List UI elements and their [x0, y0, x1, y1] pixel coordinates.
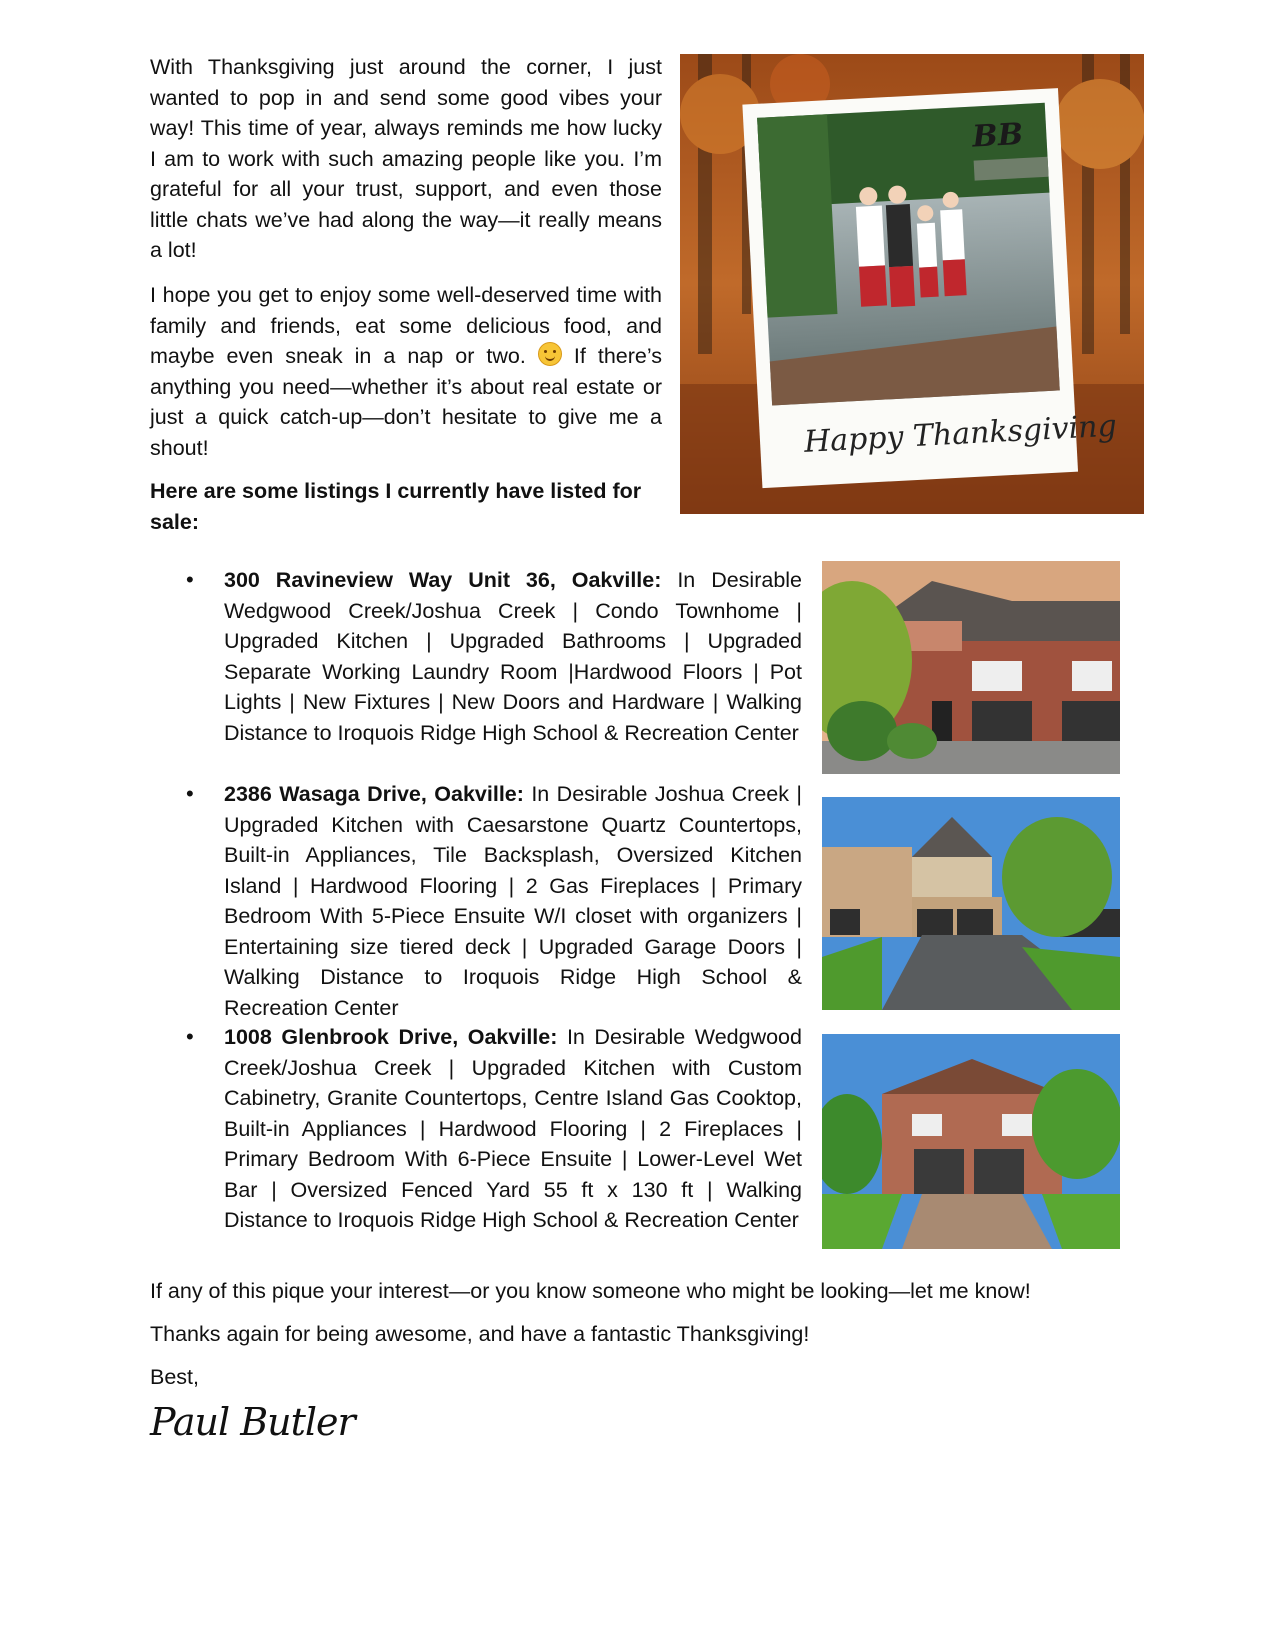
- smiling-face-icon: [538, 342, 562, 366]
- monogram-text: BB: [971, 117, 1024, 155]
- listings-heading: Here are some listings I currently have listed for sale:: [150, 479, 642, 534]
- intro-paragraph-1: With Thanksgiving just around the corner, I just wanted to pop in and send some good vibes your way! This time of year, always reminds me how lucky I am to work with such amazing people like you. I’m grateful for all your trust, support, and even those little chats we’ve had along the way—it really means a lot!: [150, 55, 662, 262]
- listing-address: 1008 Glenbrook Drive, Oakville:: [224, 1025, 558, 1049]
- listing-item: [186, 1022, 802, 1236]
- closing-interest: If any of this pique your interest—or you know someone who might be looking—let me know!: [150, 1279, 1031, 1303]
- listing-description: In Desirable Wedgwood Creek/Joshua Creek | Condo Townhome | Upgraded Kitchen | Upgraded Bathrooms | Upgraded Separate Working Laundry Room |Hardwood Floors | Pot Lights | New Fixtures | New Doors and Hardware | Walking Distance to Iroquois Ridge High School & Recreation Center: [224, 568, 803, 745]
- townhome-photo: [822, 561, 1120, 774]
- closing-signoff: Best,: [150, 1365, 199, 1389]
- detached-home-photo: [822, 797, 1120, 1010]
- listing-address: 2386 Wasaga Drive, Oakville:: [224, 782, 524, 806]
- bullet-icon: •: [186, 1024, 194, 1049]
- listing-description: In Desirable Wedgwood Creek/Joshua Creek | Upgraded Kitchen with Custom Cabinetry, Granite Countertops, Centre Island Gas Cooktop, Built-in Appliances | Hardwood Flooring | 2 Fireplaces | Primary Bedroom With 6-Piece Ensuite | Lower-Level Wet Bar | Oversized Fenced Yard 55 ft x 130 ft | Walking Distance to Iroquois Ridge High School & Recreation Center: [224, 1025, 802, 1232]
- closing-thanks: Thanks again for being awesome, and have a fantastic Thanksgiving!: [150, 1322, 810, 1346]
- bullet-icon: •: [186, 567, 194, 592]
- listing-item: [186, 779, 803, 1023]
- bullet-icon: •: [186, 781, 194, 806]
- brick-home-photo: [822, 1034, 1120, 1249]
- signature: Paul Butler: [150, 1400, 355, 1444]
- listing-description: In Desirable Joshua Creek | Upgraded Kitchen with Caesarstone Quartz Countertops, Built-in Appliances, Tile Backsplash, Oversized Kitchen Island | Hardwood Flooring | 2 Gas Fireplaces | Primary Bedroom With 5-Piece Ensuite W/I closet with organizers | Entertaining size tiered deck | Upgraded Garage Doors | Walking Distance to Iroquois Ridge High School & Recreation Center: [224, 782, 803, 1020]
- intro-paragraph-2-part-2: If there’s anything you need—whether it’s about real estate or just a quick catch-up—don’t hesitate to give me a shout!: [150, 344, 662, 460]
- thanksgiving-family-photo: [680, 54, 1144, 514]
- intro-paragraph-2: [150, 280, 662, 463]
- listing-address: 300 Ravineview Way Unit 36, Oakville:: [224, 568, 662, 592]
- intro-paragraph-2-part-1: I hope you get to enjoy some well-deserved time with family and friends, eat some delicious food, and maybe even sneak in a nap or two.: [150, 283, 662, 368]
- listing-item: [186, 565, 803, 748]
- photo-caption: Happy Thanksgiving: [803, 408, 1118, 460]
